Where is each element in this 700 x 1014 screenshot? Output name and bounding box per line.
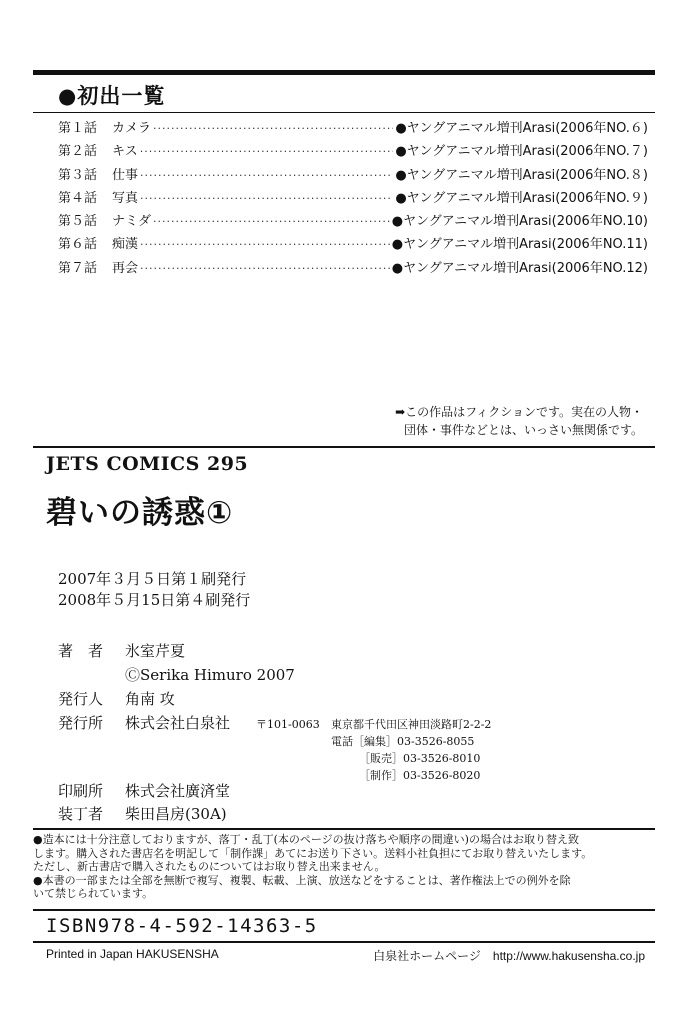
toc-row <box>58 257 648 280</box>
chapter-number: 第３話 <box>58 167 98 183</box>
designer-name: 柴田昌房(30A) <box>125 805 227 823</box>
chapter-number: 第１話 <box>58 121 98 136</box>
note-line: ●本書の一部または全部を無断で複写、複製、転載、上演、放送などをすることは、著作権法上での例外を除 <box>33 873 571 887</box>
leader-dots <box>140 238 390 251</box>
chapter-title: キス <box>112 144 138 160</box>
chapter-number: 第７話 <box>58 260 98 276</box>
phone-production: ［制作］03-3526-8020 <box>359 769 481 782</box>
chapter-title: 仕事 <box>112 167 139 183</box>
printed-in: Printed in Japan HAKUSENSHA <box>46 947 219 961</box>
chapter-title: 痴漢 <box>112 237 139 253</box>
note-line: ただし、新古書店で購入されたものについてはお取り替え出来ません。 <box>33 860 386 874</box>
isbn-top-rule <box>33 909 655 911</box>
toc-row <box>58 187 648 210</box>
chapter-title: 写真 <box>112 190 139 206</box>
printer-label: 印刷所 <box>58 782 104 800</box>
chapter-title: 再会 <box>112 260 139 276</box>
author-name: 氷室芹夏 <box>125 642 186 660</box>
chapter-source: ●ヤングアニマル増刊Arasi(2006年NO.11) <box>391 237 648 253</box>
section-rule <box>33 446 655 448</box>
toc-heading-rule <box>33 112 655 113</box>
homepage: 白泉社ホームページ http://www.hakusensha.co.jp <box>373 949 645 963</box>
chapter-source: ●ヤングアニマル増刊Arasi(2006年NO.８) <box>395 167 648 183</box>
isbn: ISBN978-4-592-14363-5 <box>46 915 318 937</box>
chapter-number: 第５話 <box>58 214 98 230</box>
publisher-person: 角南 攻 <box>125 690 175 708</box>
chapter-number: 第２話 <box>58 144 98 160</box>
designer-label: 装丁者 <box>58 805 104 823</box>
chapter-source: ●ヤングアニマル増刊Arasi(2006年NO.12) <box>391 260 648 276</box>
leader-dots <box>153 122 393 135</box>
imprint-label: JETS COMICS 295 <box>46 453 249 475</box>
phone-editorial: 電話［編集］03-3526-8055 <box>331 735 475 748</box>
toc-list <box>58 117 648 280</box>
toc-row <box>58 117 648 140</box>
chapter-source: ●ヤングアニマル増刊Arasi(2006年NO.９) <box>395 190 648 206</box>
toc-row <box>58 164 648 187</box>
isbn-bottom-rule <box>33 941 655 943</box>
top-rule <box>33 70 655 75</box>
chapter-title: カメラ <box>112 121 152 136</box>
postal-code: 〒101-0063 <box>256 718 320 731</box>
disclaimer-line: 団体・事件などとは、いっさい無関係です。 <box>403 423 643 437</box>
toc-row <box>58 140 648 163</box>
copyright: ⒸSerika Himuro 2007 <box>125 666 295 684</box>
toc-row <box>58 210 648 233</box>
chapter-source: ●ヤングアニマル増刊Arasi(2006年NO.６) <box>395 121 648 136</box>
fourth-printing: 2008年５月15日第４刷発行 <box>58 591 251 609</box>
publisher-address: 東京都千代田区神田淡路町2-2-2 <box>331 718 492 731</box>
chapter-title: ナミダ <box>112 214 152 230</box>
printer-name: 株式会社廣済堂 <box>125 782 231 800</box>
disclaimer-line: ➡この作品はフィクションです。実在の人物・ <box>395 405 643 419</box>
leader-dots <box>153 215 390 228</box>
leader-dots <box>140 192 393 205</box>
fiction-disclaimer <box>395 403 643 439</box>
chapter-number: 第６話 <box>58 237 98 253</box>
leader-dots <box>140 145 394 158</box>
note-line: いて禁じられています。 <box>33 887 154 901</box>
book-title: 碧いの誘惑① <box>46 495 234 531</box>
toc-row <box>58 233 648 256</box>
chapter-source: ●ヤングアニマル増刊Arasi(2006年NO.７) <box>395 144 648 160</box>
note-line: ●造本には十分注意しておりますが、落丁・乱丁(本のページの抜け落ちや順序の間違い)の場合はお取り替え致 <box>33 833 579 846</box>
toc-heading: ●初出一覧 <box>58 84 166 108</box>
chapter-source: ●ヤングアニマル増刊Arasi(2006年NO.10) <box>391 214 648 230</box>
first-printing: 2007年３月５日第１刷発行 <box>58 570 247 588</box>
leader-dots <box>140 262 390 275</box>
note-line: します。購入された書店名を明記して「制作課」あてにお送り下さい。送料小社負担にてお取り替えいたします。 <box>33 846 593 860</box>
chapter-number: 第４話 <box>58 190 98 206</box>
author-label: 著 者 <box>58 642 104 660</box>
publisher-person-label: 発行人 <box>58 690 104 708</box>
phone-sales: ［販売］03-3526-8010 <box>359 752 481 765</box>
publisher-name: 株式会社白泉社 <box>125 714 231 732</box>
publisher-label: 発行所 <box>58 714 104 732</box>
leader-dots <box>140 169 393 182</box>
notes-rule <box>33 828 655 830</box>
notes-block <box>33 833 657 901</box>
